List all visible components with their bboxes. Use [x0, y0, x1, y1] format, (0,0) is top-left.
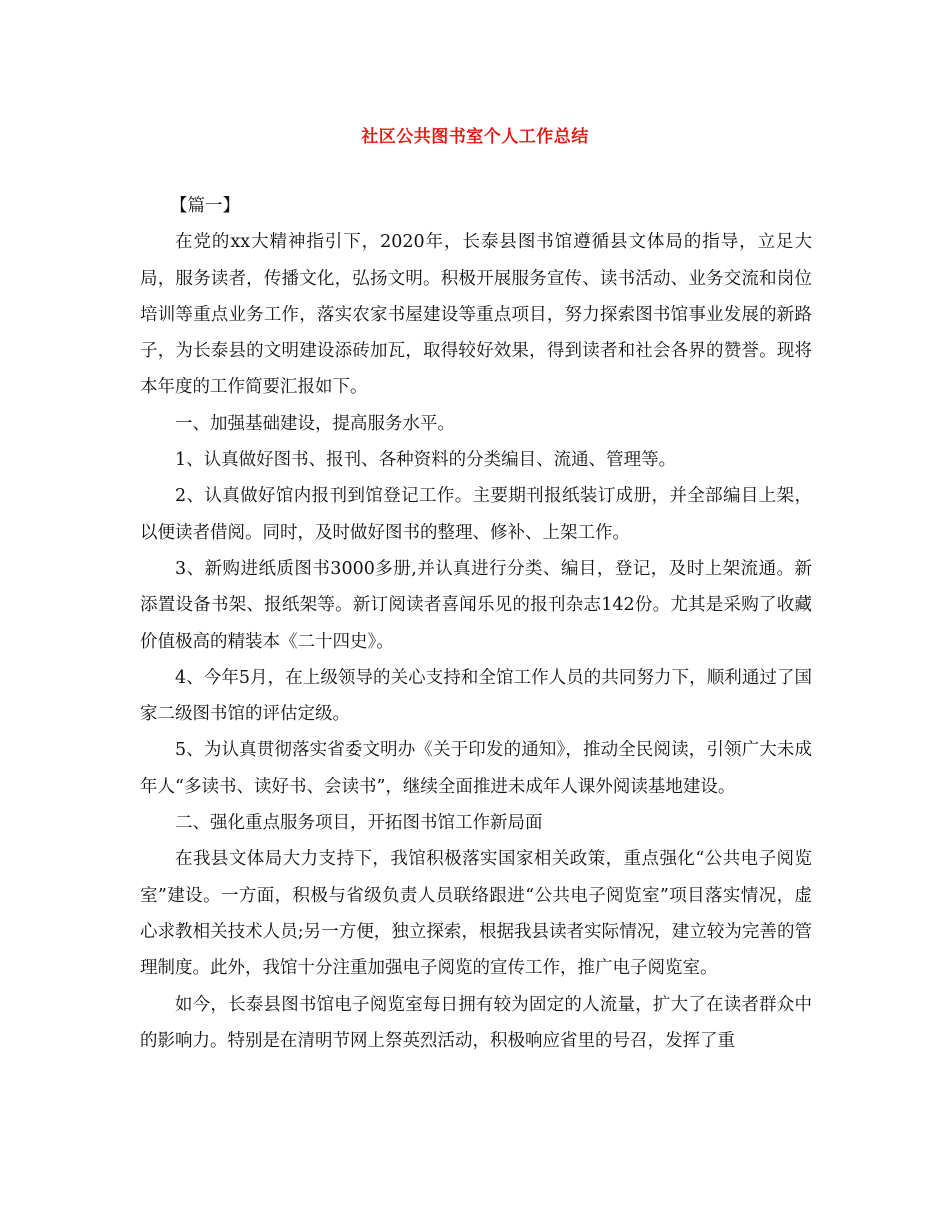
- paragraph-intro: 在党的xx大精神指引下，2020年，长泰县图书馆遵循县文体局的指导，立足大局，服务读者，传播文化，弘扬文明。积极开展服务宣传、读书活动、业务交流和岗位培训等重点业务工作，落实农家书屋建设等重点项目，努力探索图书馆事业发展的新路子，为长泰县的文明建设添砖加瓦，取得较好效果，得到读者和社会各界的赞誉。现将本年度的工作简要汇报如下。: [140, 232, 812, 398]
- paragraph-current-status: 如今，长泰县图书馆电子阅览室每日拥有较为固定的人流量，扩大了在读者群众中的影响力。特别是在清明节网上祭英烈活动，积极响应省里的号召，发挥了重: [140, 994, 812, 1051]
- paragraph-item-4: 4、今年5月，在上级领导的关心支持和全馆工作人员的共同努力下，顺利通过了国家二级图书馆的评估定级。: [140, 667, 812, 725]
- paragraph-e-reading-room: 在我县文体局大力支持下，我馆积极落实国家相关政策，重点强化“公共电子阅览室”建设。一方面，积极与省级负责人员联络跟进“公共电子阅览室”项目落实情况，虚心求教相关技术人员;另一方便，独立探索，根据我县读者实际情况，建立较为完善的管理制度。此外，我馆十分注重加强电子阅览的宣传工作，推广电子阅览室。: [140, 849, 812, 979]
- paragraph-item-1: 1、认真做好图书、报刊、各种资料的分类编目、流通、管理等。: [175, 450, 677, 471]
- paragraph-item-5: 5、为认真贯彻落实省委文明办《关于印发的通知》，推动全民阅读，引领广大未成年人“多读书、读好书、会读书”，继续全面推进未成年人课外阅读基地建设。: [140, 740, 812, 797]
- heading-section-two: 二、强化重点服务项目，开拓图书馆工作新局面: [175, 813, 543, 834]
- document-title: 社区公共图书室个人工作总结: [361, 127, 589, 147]
- document-body: [140, 188, 812, 1059]
- paragraph-item-2: 2、认真做好馆内报刊到馆登记工作。主要期刊报纸装订成册，并全部编目上架，以便读者借阅。同时，及时做好图书的整理、修补、上架工作。: [140, 486, 812, 543]
- paragraph-item-3: 3、新购进纸质图书3000多册,并认真进行分类、编目，登记，及时上架流通。新添置设备书架、报纸架等。新订阅读者喜闻乐见的报刊杂志142份。尤其是采购了收藏价值极高的精装本《二十四史》。: [140, 558, 812, 652]
- heading-section-one: 一、加强基础建设，提高服务水平。: [175, 413, 455, 434]
- section-label: 【篇一】: [170, 196, 240, 216]
